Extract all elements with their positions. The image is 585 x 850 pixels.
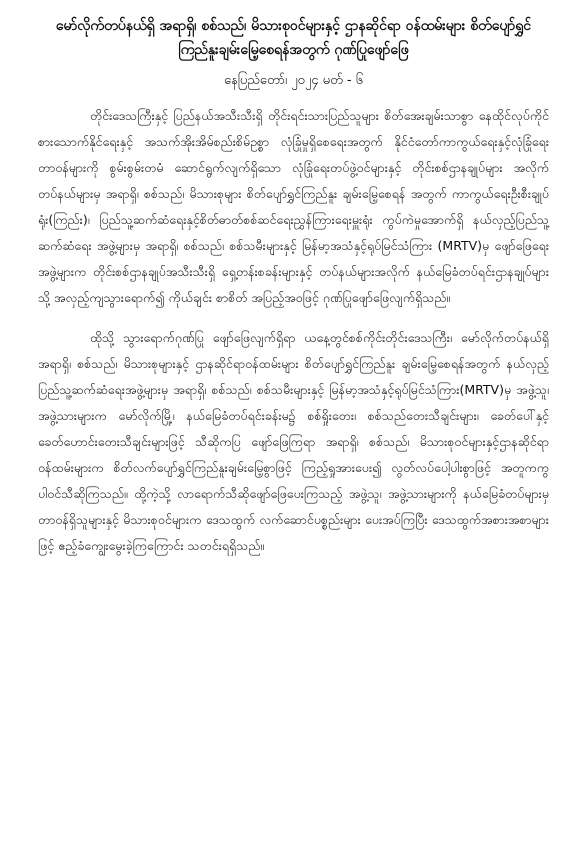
dateline: နေပြည်တော်၊ ၂၀၂၄ မတ် - ၆ — [223, 73, 364, 88]
body-paragraph-1: တိုင်းဒေသကြီးနှင့် ပြည်နယ်အသီးသီးရှိ တိုင်းရင်းသားပြည်သူများ စိတ်အေးချမ်းသာစွာ နေထိုင်လုပ်ကိုင်စားသောက်နိုင်ရေးနှင့် အသက်အိုးအိမ်စည်းစိမ်ဥစ္စာ လုံခြုံမှုရှိစေရေးအတွက် နိုင်ငံတော်ကာကွယ်ရေးနှင့်လုံခြုံရေးတာဝန်များကို စွမ်းစွမ်းတမံ ဆောင်ရွက်လျက်ရှိသော လုံခြုံရေးတပ်ဖွဲ့ဝင်များနှင့် တိုင်းစစ်ဌာနချုပ်များ အလိုက် တပ်နယ်များမှ အရာရှိ၊ စစ်သည်၊ မိသားစုများ စိတ်ပျော်ရွှင်ကြည်နူး ချမ်းမြေ့စေရန် အတွက် ကာကွယ်ရေးဦးစီးချုပ်ရုံး(ကြည်း)၊ ပြည်သူ့ဆက်ဆံရေးနှင့်စိတ်ဓာတ်စစ်ဆင်ရေးညွှန်ကြားရေးမှူးရုံး ကွပ်ကဲမှုအောက်ရှိ နယ်လှည့်ပြည်သူ့ဆက်ဆံရေး အဖွဲ့များမှ အရာရှိ၊ စစ်သည်၊ စစ်သမီးများနှင့် မြန်မာ့အသံနှင့်ရုပ်မြင်သံကြား (MRTV)မှ ဖျော်ဖြေရေးအဖွဲ့များက တိုင်းစစ်ဌာနချုပ်အသီးသီးရှိ ရှေ့တန်းစခန်းများနှင့် တပ်နယ်များအလိုက် နယ်မြေခံတပ်ရင်းဌာနချုပ်များသို့ အလှည့်ကျသွားရောက်၍ ကိုယ်ချင်း စာစိတ် အပြည့်အဝဖြင့် ဂုဏ်ပြုဖျော်ဖြေလျက်ရှိသည်။ — [38, 108, 549, 305]
headline: မော်လိုက်တပ်နယ်ရှိ အရာရှိ၊ စစ်သည်၊ မိသားစုဝင်များနှင့် ဌာနဆိုင်ရာ ဝန်ထမ်းများ စိတ်ပျော်ရွှင်ကြည်နူးချမ်းမြေ့စေရန်အတွက် ဂုဏ်ပြုဖျော်ဖြေ — [55, 18, 532, 58]
body-paragraph-2: ထိုသို့ သွားရောက်ဂုဏ်ပြု ဖျော်ဖြေလျက်ရှိရာ ယနေ့တွင်စစ်ကိုင်းတိုင်းဒေသကြီး၊ မော်လိုက်တပ်နယ်ရှိ အရာရှိ၊ စစ်သည်၊ မိသားစုများနှင့် ဌာနဆိုင်ရာဝန်ထမ်းများ စိတ်ပျော်ရွှင်ကြည်နူး ချမ်းမြေ့စေရန်အတွက် နယ်လှည့်ပြည်သူ့ဆက်ဆံရေးအဖွဲ့များမှ အရာရှိ၊ စစ်သည်၊ စစ်သမီးများနှင့် မြန်မာ့အသံနှင့်ရုပ်မြင်သံကြား(MRTV)မှ အဖွဲ့သူ၊ အဖွဲ့သားများက မော်လိုက်မြို့၊ နယ်မြေခံတပ်ရင်းခန်းမ၌ စစ်ရှိုးတေး၊ စစ်သည်တေးသီချင်းများ၊ ခေတ်ပေါ်နှင့်ခေတ်ဟောင်းတေးသီချင်းများဖြင့် သီဆိုကပြ ဖျော်ဖြေကြရာ အရာရှိ၊ စစ်သည်၊ မိသားစုဝင်များနှင့်ဌာနဆိုင်ရာဝန်ထမ်းများက စိတ်လက်ပျော်ရွှင်ကြည်နူးချမ်းမြေ့စွာဖြင့် ကြည့်ရှုအားပေး၍ လွတ်လပ်ပေါ့ပါးစွာဖြင့် အတူကကွ ပါဝင်သီဆိုကြသည်။ ထို့ကဲ့သို့ လာရောက်သီဆိုဖျော်ဖြေပေးကြသည့် အဖွဲ့သူ၊ အဖွဲ့သားများကို နယ်မြေခံတပ်များမှ တာဝန်ရှိသူများနှင့် မိသားစုဝင်များက ဒေသထွက် လက်ဆောင်ပစ္စည်းများ ပေးအပ်ကြပြီး ဒေသထွက်အစားအစာများဖြင့် ဧည့်ခံကျွေးမွေးခဲ့ကြကြောင်း သတင်းရရှိသည်။ — [38, 330, 549, 553]
